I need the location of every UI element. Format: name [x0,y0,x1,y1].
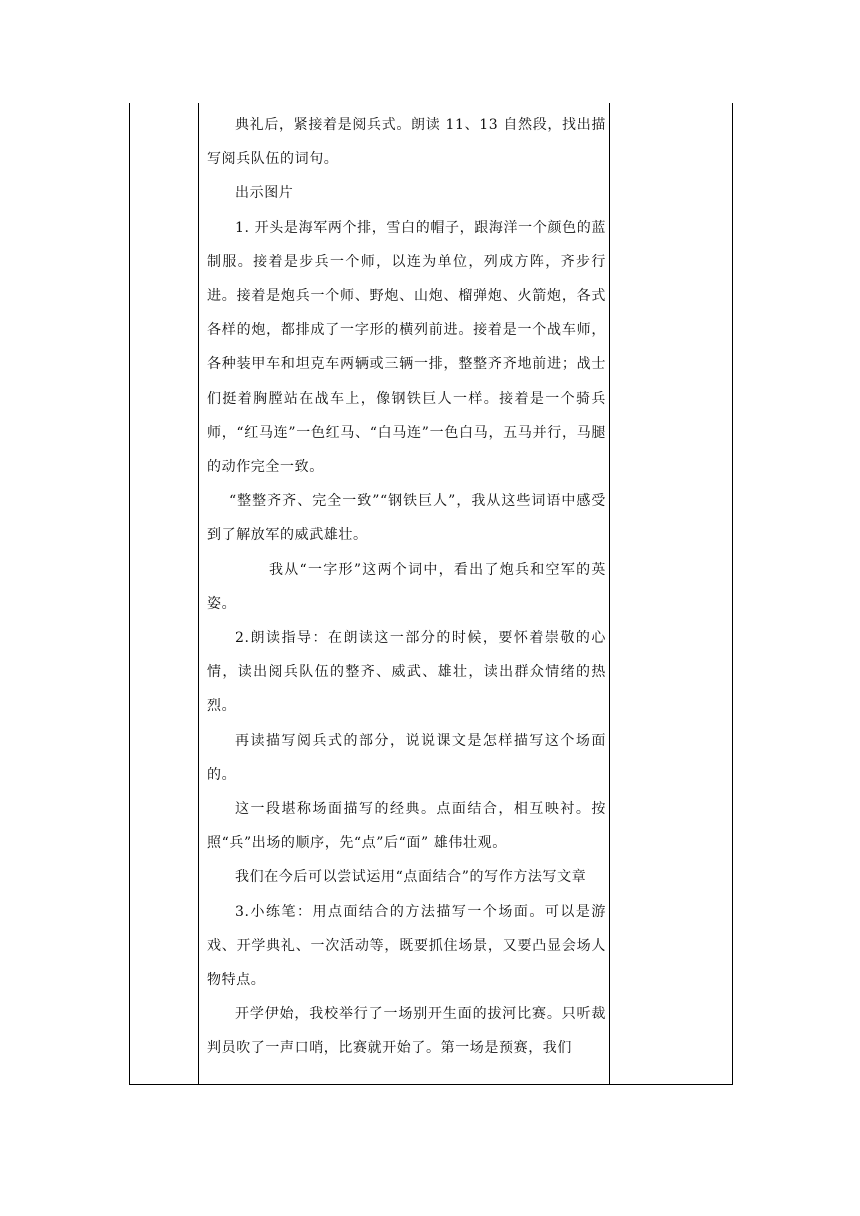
paragraph-reading-guide: 2.朗读指导：在朗读这一部分的时候，要怀着崇敬的心情，读出阅兵队伍的整齐、威武、雄壮，读出群众情绪的热烈。 [207,630,606,715]
lesson-content-cell [207,108,606,1066]
table-column-divider-right [609,103,610,1085]
paragraph-reread-question: 再读描写阅兵式的部分，说说课文是怎样描写这个场面的。 [207,732,606,783]
paragraph-writing-method: 我们在今后可以尝试运用“点面结合”的写作方法写文章 [235,869,587,886]
paragraph-one-line-shape: 我从“一字形”这两个词中，看出了炮兵和空军的英姿。 [207,561,606,612]
paragraph-parade-description: 1. 开头是海军两个排，雪白的帽子，跟海洋一个颜色的蓝制服。接着是步兵一个师，以连为单位，列成方阵，齐步行进。接着是炮兵一个师、野炮、山炮、榴弹炮、火箭炮，各式各样的炮，都排成了一字形的横列前进。接着是一个战车师，各种装甲车和坦克车两辆或三辆一排，整整齐齐地前进；战士们挺着胸膛站在战车上，像钢铁巨人一样。接着是一个骑兵师，“红马连”一色红马、“白马连”一色白马，五马并行，马腿的动作完全一致。 [207,219,606,476]
paragraph-words-feeling: “整整齐齐、完全一致”“钢铁巨人”，我从这些词语中感受到了解放军的威武雄壮。 [207,493,606,544]
paragraph-sample-essay: 开学伊始，我校举行了一场别开生面的拔河比赛。只听裁判员吹了一声口哨，比赛就开始了。第一场是预赛，我们 [207,1006,606,1057]
paragraph-show-picture: 出示图片 [235,185,294,202]
table-column-divider-left [198,103,199,1085]
paragraph-classic-scene: 这一段堪称场面描写的经典。点面结合，相互映衬。按照“兵”出场的顺序，先“点”后“面” 雄伟壮观。 [207,801,606,852]
paragraph-parade-intro: 典礼后，紧接着是阅兵式。朗读 11、13 自然段，找出描写阅兵队伍的词句。 [207,117,606,168]
paragraph-writing-practice: 3.小练笔：用点面结合的方法描写一个场面。可以是游戏、开学典礼、一次活动等，既要抓住场景，又要凸显会场人物特点。 [207,903,606,989]
